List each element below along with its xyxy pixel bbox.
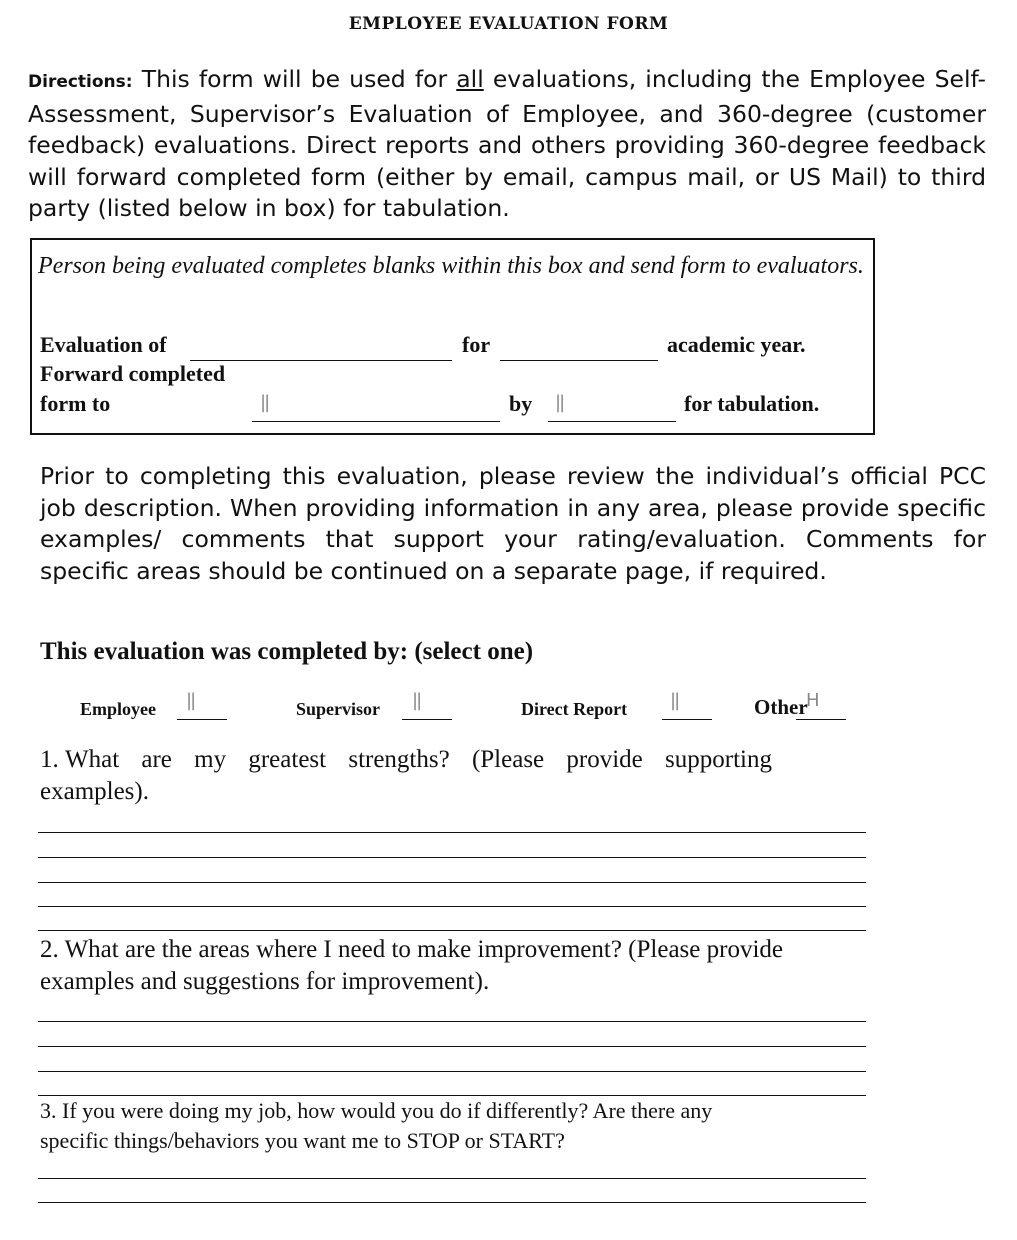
answer-line[interactable] <box>38 1202 866 1203</box>
box-note: Person being evaluated completes blanks within this box and send form to evaluators. <box>38 253 864 279</box>
answer-line[interactable] <box>38 1178 866 1179</box>
answer-line[interactable] <box>38 1046 866 1047</box>
academic-year-label: academic year. <box>667 332 806 357</box>
forward-to-mark: || <box>260 392 269 413</box>
answer-line[interactable] <box>38 857 866 858</box>
academic-year-field[interactable] <box>500 360 658 361</box>
answer-line[interactable] <box>38 1071 866 1072</box>
option-other-mark: H <box>806 690 818 711</box>
completed-by-title: This evaluation was completed by: (select one) <box>40 638 534 665</box>
answer-line[interactable] <box>38 1021 866 1022</box>
question-2 <box>40 934 800 998</box>
option-other-checkbox[interactable] <box>796 719 846 720</box>
option-direct-report-mark: || <box>670 690 679 711</box>
for-tabulation-label: for tabulation. <box>684 391 820 416</box>
question-1 <box>40 744 866 808</box>
answer-line[interactable] <box>38 906 866 907</box>
option-employee-label: Employee <box>80 699 156 719</box>
question-3-text: If you were doing my job, how would you do if differently? Are there any specific things/behaviors you want me to STOP or START? <box>40 1098 713 1153</box>
for-label: for <box>462 332 491 357</box>
directions-label: Directions: <box>28 72 133 92</box>
question-1-number: 1. <box>40 746 59 773</box>
option-employee-checkbox[interactable] <box>177 719 227 720</box>
instructions-paragraph: Prior to completing this evaluation, please review the individual’s official PCC job description. When providing information in any area, please provide specific examples/ comments that support your rating/evaluation. Comments for specific areas should be continued on a separate page, if required. <box>40 462 986 585</box>
forward-to-field[interactable] <box>252 421 500 422</box>
option-direct-report-label: Direct Report <box>521 699 628 719</box>
by-date-mark: || <box>555 392 564 413</box>
directions-text-start: This form will be used for <box>132 65 457 93</box>
question-2-number: 2. <box>40 936 59 963</box>
option-supervisor-checkbox[interactable] <box>402 719 452 720</box>
form-to-label: form to <box>40 391 111 416</box>
question-3-number: 3. <box>40 1098 57 1123</box>
option-direct-report-checkbox[interactable] <box>662 719 712 720</box>
by-date-field[interactable] <box>548 421 676 422</box>
evaluation-of-label: Evaluation of <box>40 332 167 357</box>
evaluation-of-field[interactable] <box>190 360 452 361</box>
answer-line[interactable] <box>38 930 866 931</box>
form-title: EMPLOYEE EVALUATION FORM <box>348 14 669 34</box>
by-label: by <box>509 391 533 416</box>
forward-completed-label: Forward completed <box>40 361 226 386</box>
option-other-label: Other <box>754 695 808 719</box>
question-1-text: What are my greatest strengths? (Please provide supporting examples). <box>40 746 772 805</box>
option-supervisor-mark: || <box>412 690 421 711</box>
answer-line[interactable] <box>38 882 866 883</box>
question-3 <box>40 1096 780 1156</box>
answer-line[interactable] <box>38 832 866 833</box>
directions-text-end: evaluations, including the Employee Self-Assessment, Supervisor’s Evaluation of Employee, and 360-degree (customer feedback) evaluations. Direct reports and others providing 360-degree feedback will forward completed form (either by email, campus mail, or US Mail) to third party (listed below in box) for tabulation. <box>28 65 986 222</box>
option-supervisor-label: Supervisor <box>296 699 381 719</box>
option-employee-mark: || <box>186 690 195 711</box>
directions-paragraph <box>28 64 986 225</box>
question-2-text: What are the areas where I need to make improvement? (Please provide examples and suggestions for improvement). <box>40 936 783 995</box>
directions-emphasis: all <box>456 65 484 93</box>
